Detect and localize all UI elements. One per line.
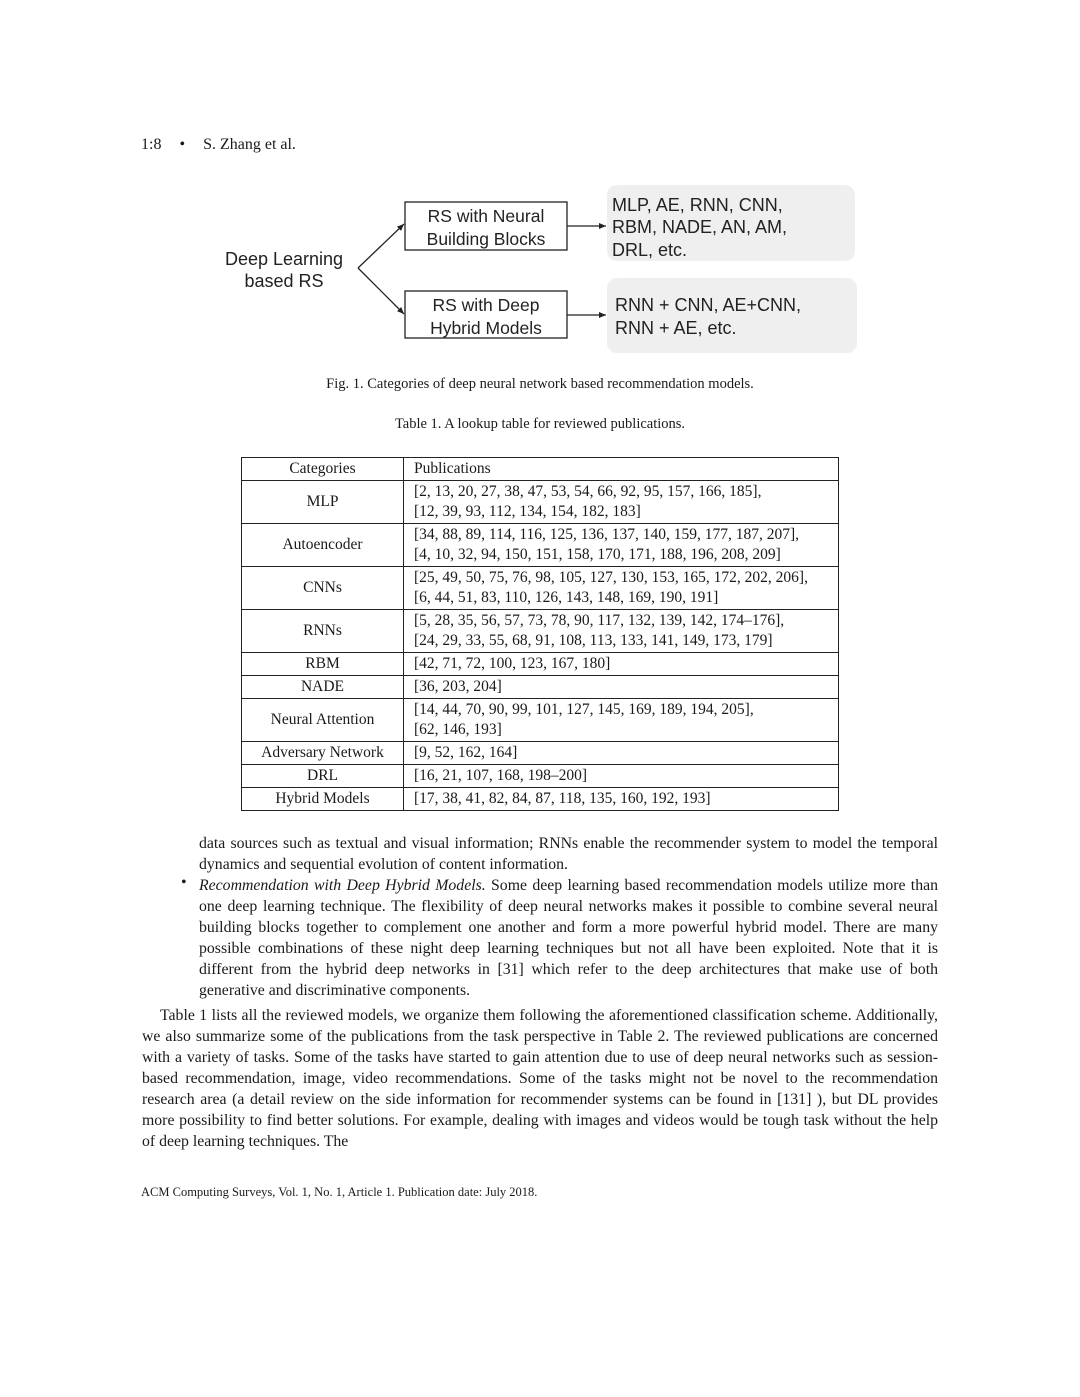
category-cell: CNNs (242, 567, 404, 610)
authors: S. Zhang et al. (203, 136, 296, 153)
publications-cell (404, 524, 839, 567)
header-publications: Publications (404, 458, 839, 481)
category-cell: Neural Attention (242, 699, 404, 742)
journal-footer: ACM Computing Surveys, Vol. 1, No. 1, Article 1. Publication date: July 2018. (141, 1185, 538, 1199)
category-cell: Adversary Network (242, 742, 404, 765)
table-row (242, 481, 839, 524)
bullet-item-hybrid-models (199, 875, 938, 1001)
publications-line: [34, 88, 89, 114, 116, 125, 136, 137, 140, 159, 177, 187, 207], (414, 526, 800, 543)
branch1-models (607, 185, 855, 261)
publications-cell (404, 788, 839, 811)
header-categories: Categories (242, 458, 404, 481)
connector-to-branch1 (358, 224, 404, 268)
publications-line: [24, 29, 33, 55, 68, 91, 108, 113, 133, 141, 149, 173, 179] (414, 632, 773, 649)
category-cell: NADE (242, 676, 404, 699)
bullet-body: Some deep learning based recommendation models utilize more than one deep learning technique. The flexibility of deep neural networks makes it possible to combine several neural building blocks together to complement one another and form a more powerful hybrid model. There are many possible combinations of these night deep learning techniques but not all have been exploited. Note that it is different from the hybrid deep networks in [31] which refer to the deep architectures that make use of both generative and discriminative components. (199, 877, 939, 999)
publications-cell (404, 676, 839, 699)
publications-line: [12, 39, 93, 112, 134, 154, 182, 183] (414, 503, 641, 520)
branch2-models (607, 278, 857, 353)
publications-cell (404, 610, 839, 653)
publications-line: [25, 49, 50, 75, 76, 98, 105, 127, 130, 153, 165, 172, 202, 206], (414, 569, 808, 586)
publications-line: [5, 28, 35, 56, 57, 73, 78, 90, 117, 132, 139, 142, 174–176], (414, 612, 785, 629)
publications-line: [62, 146, 193] (414, 721, 502, 738)
branch2-models-line2: RNN + AE, etc. (615, 318, 737, 338)
figure-diagram (0, 180, 1080, 360)
continued-paragraph: data sources such as textual and visual information; RNNs enable the recommender system to model the temporal dynamics and sequential evolution of content information. (199, 835, 938, 873)
publications-line: [16, 21, 107, 168, 198–200] (414, 767, 588, 784)
publications-cell (404, 567, 839, 610)
category-cell: Autoencoder (242, 524, 404, 567)
table-header-row (242, 458, 839, 481)
header-bullet: • (179, 136, 186, 153)
connector-to-branch2 (358, 268, 404, 314)
table-row (242, 676, 839, 699)
publications-line: [4, 10, 32, 94, 150, 151, 158, 170, 171, 188, 196, 208, 209] (414, 546, 781, 563)
branch1-label-line2: Building Blocks (426, 229, 546, 249)
root-label-line2: based RS (244, 271, 324, 291)
table-row (242, 742, 839, 765)
category-cell: DRL (242, 765, 404, 788)
root-node (225, 249, 343, 291)
table-caption: Table 1. A lookup table for reviewed publications. (394, 416, 686, 432)
branch2-label-line2: Hybrid Models (430, 318, 542, 338)
branch2-node (405, 291, 567, 338)
branch1-node (405, 202, 567, 250)
table-row (242, 653, 839, 676)
publications-line: [14, 44, 70, 90, 99, 101, 127, 145, 169, 189, 194, 205], (414, 701, 754, 718)
branch1-models-line1: MLP, AE, RNN, CNN, (612, 195, 783, 215)
bullet-title: Recommendation with Deep Hybrid Models. (199, 877, 486, 894)
running-head (141, 136, 296, 154)
publications-cell (404, 742, 839, 765)
lookup-table (241, 457, 839, 811)
publications-cell (404, 481, 839, 524)
publications-cell (404, 765, 839, 788)
category-cell: MLP (242, 481, 404, 524)
publications-line: [9, 52, 162, 164] (414, 744, 518, 761)
publications-line: [2, 13, 20, 27, 38, 47, 53, 54, 66, 92, 95, 157, 166, 185], (414, 483, 762, 500)
table-row (242, 524, 839, 567)
bullet-marker: • (181, 874, 187, 891)
branch2-models-line1: RNN + CNN, AE+CNN, (615, 295, 802, 315)
branch1-label-line1: RS with Neural (427, 206, 545, 226)
table-row (242, 699, 839, 742)
category-cell: RBM (242, 653, 404, 676)
figure-caption: Fig. 1. Categories of deep neural network based recommendation models. (326, 376, 754, 392)
main-paragraph: Table 1 lists all the reviewed models, we organize them following the aforementioned classification scheme. Additionally, we also summarize some of the publications from the task perspective in Table 2. The reviewed publications are concerned with a variety of tasks. Some of the tasks have started to gain attention due to use of deep neural networks such as session-based recommendation, image, video recommendations. Some of the tasks might not be novel to the recommendation research area (a detail review on the side information for recommender systems can be found in [131] ), but DL provides more possibility to find better solutions. For example, dealing with images and videos would be tough task without the help of deep learning techniques. The (142, 1007, 938, 1150)
publications-line: [36, 203, 204] (414, 678, 502, 695)
category-cell: RNNs (242, 610, 404, 653)
table-row (242, 567, 839, 610)
category-cell: Hybrid Models (242, 788, 404, 811)
branch1-models-line2: RBM, NADE, AN, AM, (612, 217, 788, 237)
publications-cell (404, 699, 839, 742)
branch2-label-line1: RS with Deep (432, 295, 540, 315)
branch1-models-line3: DRL, etc. (612, 240, 688, 260)
table-row (242, 610, 839, 653)
page-number: 1:8 (141, 136, 162, 153)
publications-line: [42, 71, 72, 100, 123, 167, 180] (414, 655, 611, 672)
table-row (242, 788, 839, 811)
table-row (242, 765, 839, 788)
publications-line: [17, 38, 41, 82, 84, 87, 118, 135, 160, 192, 193] (414, 790, 711, 807)
publications-cell (404, 653, 839, 676)
publications-line: [6, 44, 51, 83, 110, 126, 143, 148, 169, 190, 191] (414, 589, 719, 606)
root-label-line1: Deep Learning (224, 249, 344, 269)
